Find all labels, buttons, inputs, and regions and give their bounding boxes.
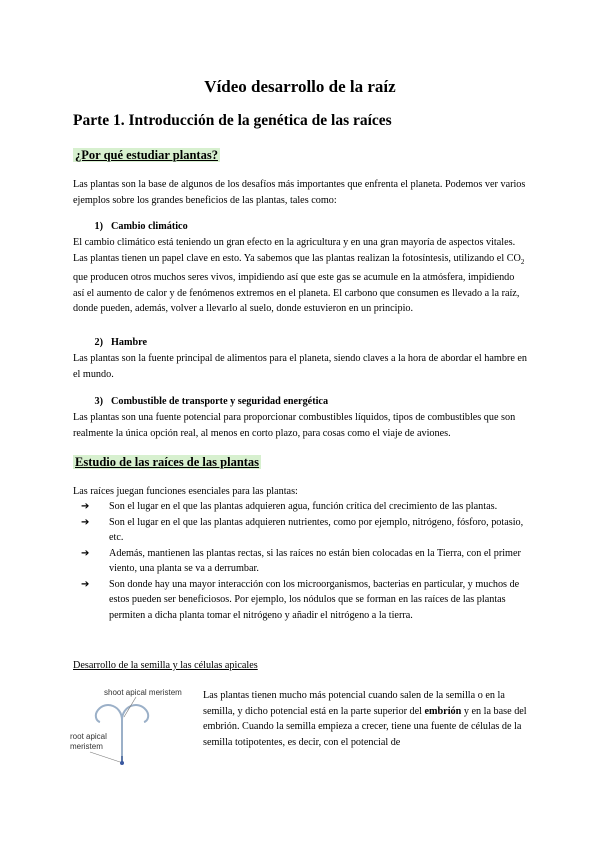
page-title: Vídeo desarrollo de la raíz <box>204 77 396 96</box>
item-3-paragraph: Las plantas son una fuente potencial para proporcionar combustibles líquidos, tipos de combustibles que son realmente la única opción real, al menos en corto plazo, para cosas como el viaje de aviones. <box>73 412 516 439</box>
roots-bullet-list <box>73 499 528 623</box>
section-heading-roots <box>73 455 261 470</box>
intro-paragraph: Las plantas son la base de algunos de los desafíos más importantes que enfrenta el planeta. Podemos ver varios ejemplos sobre los grandes beneficios de las plantas, tales como: <box>73 179 526 206</box>
section-heading-why-plants-text: ¿Por qué estudiar plantas? <box>75 148 218 162</box>
shoot-pointer-line <box>124 697 136 717</box>
item-2-number: 2) <box>94 337 103 348</box>
item-1-paragraph <box>73 235 528 317</box>
root-pointer-line <box>90 752 120 762</box>
roots-intro: Las raíces juegan funciones esenciales para las plantas: <box>73 486 298 497</box>
item-2-heading <box>73 337 147 348</box>
arrow-icon: ➔ <box>81 516 90 528</box>
figure-label-root-1: root apical <box>70 732 107 741</box>
list-item-text: Además, mantienen las plantas rectas, si las raíces no están bien colocadas en la Tierra, con el primer viento, una planta se va a derrumbar. <box>109 547 521 574</box>
root-tip-dot <box>120 761 124 765</box>
part1-heading: Parte 1. Introducción de la genética de las raíces <box>73 112 392 129</box>
item-2-paragraph: Las plantas son la fuente principal de alimentos para el planeta, siendo claves a la hora de abordar el hambre en el mundo. <box>73 353 528 380</box>
seed-paragraph <box>203 688 528 750</box>
item-1-heading <box>73 221 188 232</box>
subsection-heading-seed: Desarrollo de la semilla y las células apicales <box>73 660 258 671</box>
section-heading-roots-text: Estudio de las raíces de las plantas <box>75 455 260 469</box>
seed-paragraph-text-b: y en la base del embrión. Cuando la semilla empieza a crecer, tiene una fuente de células de la semilla totipotentes, es decir, con el potencial de <box>203 705 527 748</box>
item-1-text-a: El cambio climático está teniendo un gran efecto en la agricultura y en una gran mayoría de aspectos vitales. Las plantas tienen un papel clave en esto. Ya sabemos que las plantas realizan la fotosíntesis, utilizando el CO <box>73 237 521 264</box>
list-item-text: Son el lugar en el que las plantas adquieren nutrientes, como por ejemplo, nitrógeno, fósforo, potasio, etc. <box>109 516 524 543</box>
figure-label-root-2: meristem <box>70 742 103 751</box>
arrow-icon: ➔ <box>81 547 90 559</box>
item-1-text-b: que producen otros muchos seres vivos, impidiendo así que este gas se acumule en la atmósfera, impidiendo así el aumento de calor y de fenómenos extremos en el planeta. El carbono que consumen es llevado a la raíz, donde pueden, además, volver a llevarlo al suelo, donde estuvieron en un principio. <box>73 272 520 315</box>
item-1-number: 1) <box>94 221 103 232</box>
arrow-icon: ➔ <box>81 578 90 590</box>
list-item <box>73 515 528 546</box>
item-3-title: Combustible de transporte y seguridad energética <box>111 396 329 407</box>
seed-paragraph-text-a: Las plantas tienen mucho más potencial cuando salen de la semilla o en la semilla, y dicho potencial está en la parte superior del <box>203 690 505 717</box>
figure-label-shoot: shoot apical meristem <box>104 688 182 697</box>
embryo-diagram <box>70 688 196 768</box>
arrow-icon: ➔ <box>81 501 90 512</box>
list-item <box>73 546 528 577</box>
item-2-title: Hambre <box>111 337 148 348</box>
list-item <box>73 499 528 515</box>
item-1-subscript: 2 <box>520 257 525 266</box>
embryo-illustration <box>76 688 196 768</box>
list-item-text: Son el lugar en el que las plantas adquieren agua, función crítica del crecimiento de las plantas. <box>109 501 498 512</box>
list-item <box>73 577 528 624</box>
item-3-number: 3) <box>94 396 103 407</box>
section-heading-why-plants <box>73 148 220 163</box>
item-3-heading <box>73 396 328 407</box>
list-item-text: Son donde hay una mayor interacción con los microorganismos, bacterias en particular, y muchos de estos pueden ser beneficiosos. Por ejemplo, los nódulos que se forman en las raíces de las plantas permiten a dicha planta tomar el nitrógeno y añadir el nitrógeno a la tierra. <box>109 578 520 621</box>
item-1-title: Cambio climático <box>111 221 188 232</box>
seed-paragraph-bold: embrión <box>424 705 462 717</box>
